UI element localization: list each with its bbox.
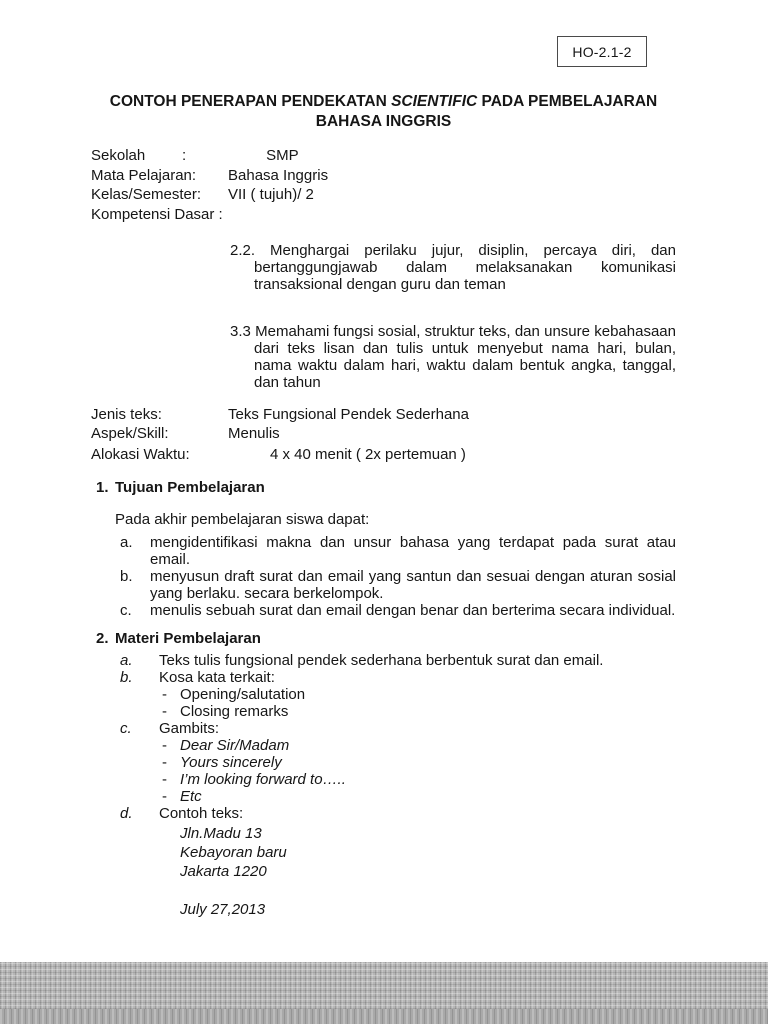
- dash-bullet: -: [162, 788, 167, 805]
- list-item-text: Contoh teks:: [159, 805, 244, 822]
- list-item-b: [120, 568, 676, 602]
- dash-bullet: -: [162, 703, 167, 720]
- sub-item: [162, 771, 676, 788]
- info-row-kelas-semester: [91, 185, 676, 205]
- address-line: Jln.Madu 13: [180, 825, 262, 842]
- sub-item-text: Opening/salutation: [180, 686, 306, 703]
- sub-item-text: I’m looking forward to…..: [180, 771, 346, 788]
- list-item-text: menyusun draft surat dan email yang santun dan sesuai dengan aturan sosial yang berlaku. secara berkelompok.: [150, 568, 676, 602]
- list-item-letter: d.: [120, 805, 133, 822]
- handout-code-box: [557, 36, 647, 67]
- address-line: Jakarta 1220: [180, 863, 267, 880]
- handout-code: HO-2.1-2: [572, 43, 632, 60]
- sub-item: [162, 703, 676, 720]
- list-item-letter: a.: [120, 534, 133, 551]
- info-row-sekolah: [91, 146, 676, 166]
- info-value: VII ( tujuh)/ 2: [228, 186, 314, 203]
- sub-item-text: Yours sincerely: [180, 754, 282, 771]
- list-item-text: Gambits:: [159, 720, 220, 737]
- detail-value: 4 x 40 menit ( 2x pertemuan ): [270, 446, 466, 463]
- list-item-letter: b.: [120, 568, 133, 585]
- dash-bullet: -: [162, 754, 167, 771]
- info-label: Mata Pelajaran:: [91, 166, 197, 184]
- info-value: Bahasa Inggris: [228, 166, 329, 184]
- sub-item-text: Dear Sir/Madam: [180, 737, 290, 754]
- section-intro: Pada akhir pembelajaran siswa dapat:: [115, 511, 370, 528]
- section-materi-pembelajaran: [91, 629, 676, 919]
- scan-noise-strip-bottom: [0, 1009, 768, 1024]
- list-item-text: menulis sebuah surat dan email dengan benar dan berterima secara individual.: [150, 602, 676, 619]
- list-item-letter: b.: [120, 669, 133, 686]
- sub-item: [162, 686, 676, 703]
- info-colon: :: [182, 147, 187, 164]
- detail-label: Aspek/Skill:: [91, 425, 169, 442]
- list-item-c: [120, 602, 676, 619]
- list-item-c: [120, 720, 676, 737]
- list-item-b: [120, 669, 676, 686]
- detail-label: Alokasi Waktu:: [91, 446, 190, 463]
- sub-item-text: Etc: [180, 788, 202, 805]
- detail-row-alokasi-waktu: [91, 445, 676, 464]
- section-heading: [91, 478, 676, 497]
- detail-row-jenis-teks: [91, 405, 676, 424]
- dash-bullet: -: [162, 686, 167, 703]
- section-tujuan-pembelajaran: [91, 478, 676, 619]
- sub-item: [162, 788, 676, 805]
- section-number: 1.: [96, 479, 109, 496]
- info-label: Kelas/Semester:: [91, 186, 202, 203]
- list-item-letter: c.: [120, 602, 132, 619]
- list-item-a: [120, 534, 676, 568]
- example-letter-address: [180, 824, 676, 919]
- list-item-d: [120, 805, 676, 822]
- address-line: Kebayoran baru: [180, 844, 287, 861]
- document-title: [91, 92, 676, 132]
- document-content: [0, 92, 768, 919]
- section-title: Materi Pembelajaran: [115, 630, 261, 647]
- info-value: SMP: [266, 147, 299, 164]
- section-title: Tujuan Pembelajaran: [115, 479, 265, 496]
- list-item-text: mengidentifikasi makna dan unsur bahasa yang terdapat pada surat atau email.: [150, 534, 676, 568]
- list-item-text: Kosa kata terkait:: [159, 669, 275, 686]
- example-letter-date: July 27,2013: [180, 901, 266, 918]
- title-part-scientific: SCIENTIFIC: [391, 93, 478, 110]
- info-block: [91, 146, 676, 224]
- list-item-letter: c.: [120, 720, 132, 737]
- section-number: 2.: [96, 630, 109, 647]
- info-label: Kompetensi Dasar :: [91, 205, 223, 223]
- info-row-mata-pelajaran: [91, 166, 676, 186]
- scan-noise-strip: [0, 962, 768, 1024]
- sub-item: [162, 754, 676, 771]
- sub-item-text: Closing remarks: [180, 703, 289, 720]
- list-item-letter: a.: [120, 652, 133, 669]
- title-line-1: [91, 92, 676, 112]
- kd-item-3-3: 3.3 Memahami fungsi sosial, struktur teks, dan unsure kebahasaan dari teks lisan dan tulis untuk menyebut nama hari, bulan, nama waktu dalam hari, waktu dalam bentuk angka, tanggal, dan tahun: [230, 323, 676, 391]
- detail-value: Menulis: [228, 425, 280, 442]
- detail-label: Jenis teks:: [91, 406, 162, 423]
- list-item-a: [120, 652, 676, 669]
- title-part-3: PADA PEMBELAJARAN: [481, 93, 658, 110]
- kompetensi-dasar-block: [230, 242, 676, 391]
- section-heading: [91, 629, 676, 648]
- info-row-kompetensi-dasar: [91, 205, 676, 225]
- dash-bullet: -: [162, 737, 167, 754]
- sections-block: [91, 478, 676, 919]
- sub-item: [162, 737, 676, 754]
- detail-value: Teks Fungsional Pendek Sederhana: [228, 406, 469, 423]
- details-block: [91, 405, 676, 464]
- title-part-1: CONTOH PENERAPAN PENDEKATAN: [109, 93, 387, 110]
- info-label: Sekolah: [91, 147, 146, 164]
- detail-row-aspek-skill: [91, 424, 676, 443]
- dash-bullet: -: [162, 771, 167, 788]
- kd-item-2-2: 2.2. Menghargai perilaku jujur, disiplin, percaya diri, dan bertanggungjawab dalam melaksanakan komunikasi transaksional dengan guru dan teman: [230, 242, 676, 293]
- list-item-text: Teks tulis fungsional pendek sederhana berbentuk surat dan email.: [159, 652, 604, 669]
- title-line-2: BAHASA INGGRIS: [315, 113, 452, 130]
